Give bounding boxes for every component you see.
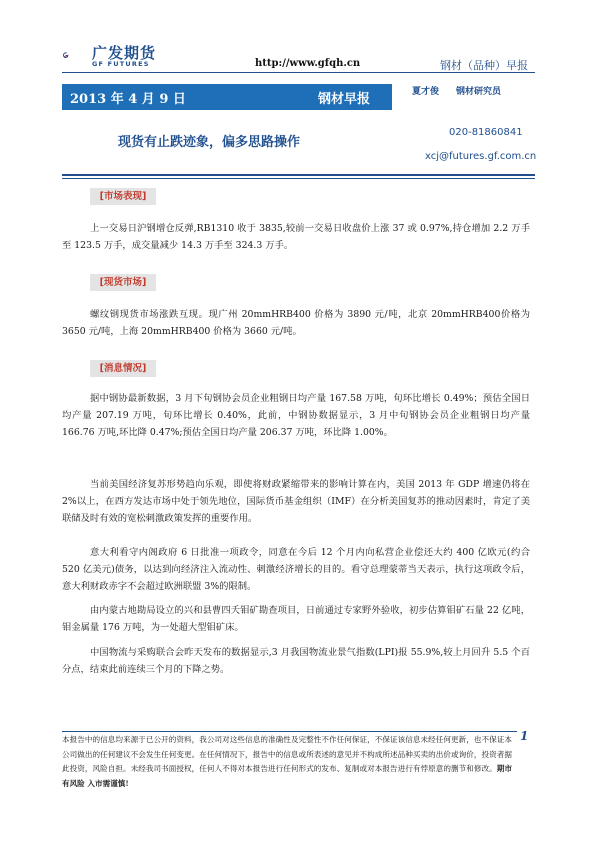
header-divider	[62, 72, 535, 73]
paragraph-news-1: 据中钢协最新数据，3 月下旬钢协会员企业粗钢日均产量 167.58 万吨，旬环比增长 0.49%；预估全国日均产量 207.19 万吨，旬环比增长 0.40%，此前，中钢协数据显示，3 月中旬钢协会员企业粗钢日均产量 166.76 万吨,环比降 0.47%;预估全国日均产量 206.37 万吨，环比降 1.00%。	[62, 393, 530, 438]
report-title: 钢材早报	[318, 92, 371, 107]
brand-name-cn: 广发期货	[92, 44, 157, 62]
paragraph-news-3: 意大利看守内阁政府 6 日批准一项政令，同意在今后 12 个月内向私营企业偿还大约 400 亿欧元(约合 520 亿美元)债务，以达到向经济注入流动性、刺激经济增长的目的。看守总理蒙蒂当天表示，执行这项政令后，意大利财政赤字不会超过欧洲联盟 3%的限制。	[62, 547, 530, 592]
author-dept: 钢材研究员	[456, 87, 502, 97]
paragraph-news-2: 当前美国经济复苏形势趋向乐观，即使将财政紧缩带来的影响计算在内，美国 2013 年 GDP 增速仍将在 2%以上，在西方发达市场中处于领先地位，国际货币基金组织（IMF）在分析美国复苏的推动因素时，肯定了美联储及时有效的宽松刺激政策发挥的重要作用。	[62, 479, 530, 524]
headline: 现货有止跌迹象，偏多思路操作	[118, 135, 301, 150]
disclaimer-text: 本报告中的信息均来源于已公开的资料，我公司对这些信息的准确性及完整性不作任何保证，不保证该信息未经任何更新，也不保证本公司做出的任何建议不会发生任何变更。在任何情况下，报告中的信息或所表述的意见并不构成所述品种买卖的出价或询价，投资者据此投资，风险自担。未经我司书面授权，任何人不得对本报告进行任何形式的发布、复制或对本报告进行有悖原意的删节和修改。	[62, 735, 512, 773]
report-type: 钢材（品种）早报	[440, 59, 528, 72]
author-name: 夏才俊	[412, 87, 440, 97]
gf-futures-logo-icon	[62, 42, 90, 68]
risk-warning: 期市有风险 入市需谨慎!	[62, 764, 513, 788]
paragraph-market: 上一交易日沪钢增仓反弹,RB1310 收于 3835,较前一交易日收盘价上涨 37 或 0.97%,持仓增加 2.2 万手至 123.5 万手，成交量减少 14.3 万手至 324.3 万手。	[62, 223, 530, 251]
section-label-spot: [现货市场]	[90, 274, 156, 291]
section-label-news: [消息情况]	[90, 360, 156, 377]
paragraph-news-4: 由内蒙古地勘局设立的兴和县曹四夭钼矿勘查项目，日前通过专家野外验收，初步估算钼矿石量 22 亿吨，钼金属量 176 万吨，为一处超大型钼矿床。	[62, 605, 530, 633]
section-label-market: [市场表现]	[90, 188, 156, 205]
content-divider-thick	[62, 174, 535, 176]
author-phone: 020-81860841	[449, 127, 523, 138]
paragraph-spot: 螺纹钢现货市场涨跌互现。现广州 20mmHRB400 价格为 3890 元/吨，北京 20mmHRB400价格为 3650 元/吨，上海 20mmHRB400 价格为 3660 元/吨。	[62, 309, 530, 337]
website-url[interactable]: http://www.gfqh.cn	[255, 58, 361, 69]
author-email[interactable]: xcj@futures.gf.com.cn	[425, 151, 537, 162]
page-number: 1	[520, 729, 529, 743]
content-divider-thin	[62, 178, 535, 179]
footer-divider	[62, 731, 517, 732]
disclaimer	[62, 733, 512, 791]
brand-name-en: GF FUTURES	[92, 60, 150, 68]
paragraph-news-5: 中国物流与采购联合会昨天发布的数据显示,3 月我国物流业景气指数(LPI)报 55.9%,较上月回升 5.5 个百分点，结束此前连续三个月的下降之势。	[62, 647, 530, 675]
report-date: 2013 年 4 月 9 日	[70, 92, 186, 107]
